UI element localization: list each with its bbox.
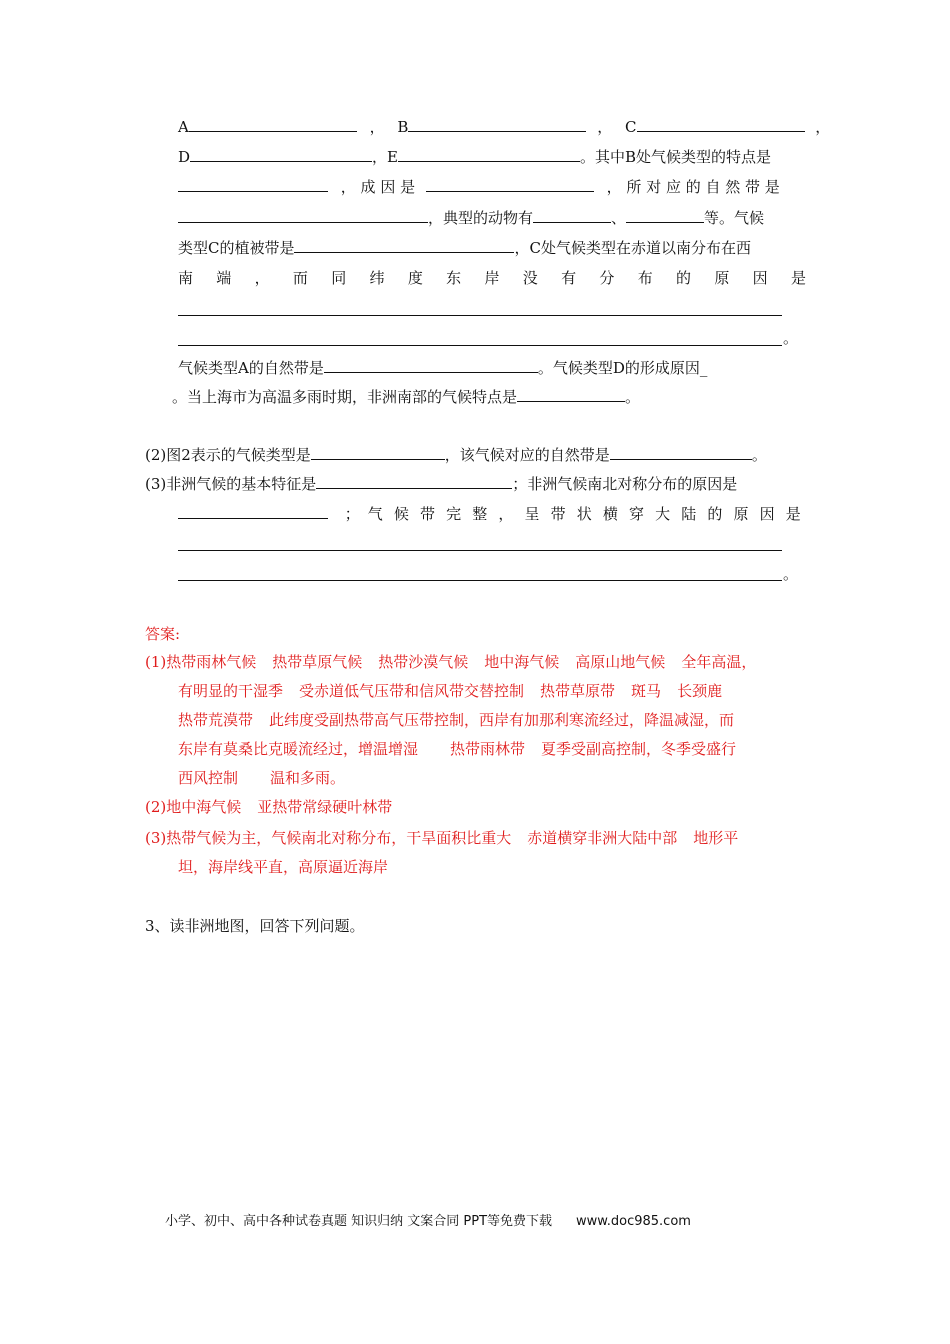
blank-africa-climate-feature <box>316 474 512 489</box>
answer-item: 热带草原气候 <box>272 653 363 671</box>
label-c: C <box>625 118 637 136</box>
q2-text: 南 端 ， 而 同 纬 度 东 岸 没 有 分 布 的 原 因 是 <box>178 269 806 287</box>
q2-line-1 <box>178 117 830 137</box>
answer-item: 热带草原带 <box>540 682 616 700</box>
q2-text: ，C处气候类型在赤道以南分布在西 <box>514 239 751 257</box>
answer-line-6 <box>145 797 392 817</box>
period: 。 <box>783 329 799 347</box>
separator: ， <box>597 118 613 136</box>
separator: ， <box>815 118 831 136</box>
answer-item: 温和多雨。 <box>270 769 346 787</box>
blank-e <box>398 147 580 162</box>
answer-item: 地中海气候 <box>484 653 560 671</box>
q2-text: 。其中B处气候类型的特点是 <box>580 148 772 166</box>
answer-line-4 <box>178 739 736 759</box>
answer-rule-2 <box>178 345 782 346</box>
blank-animal-1 <box>533 208 611 223</box>
q2-text: 。气候类型D的形成原因_ <box>537 359 708 377</box>
answer-item: (3)热带气候为主，气候南北对称分布，干旱面积比重大 <box>145 829 512 847</box>
answer-item: 热带沙漠气候 <box>378 653 469 671</box>
answer-item: 受赤道低气压带和信风带交替控制 <box>299 682 525 700</box>
q2-part-3-line-2 <box>178 504 801 524</box>
separator: ， <box>372 148 388 166</box>
answer-rule-4 <box>178 580 782 581</box>
blank-b-feature <box>178 177 328 192</box>
answer-line-2 <box>178 681 722 701</box>
answer-item: 有明显的干湿季 <box>178 682 284 700</box>
blank-a <box>189 117 357 132</box>
footer-url[interactable]: www.doc985.com <box>576 1214 691 1229</box>
q2-line-6 <box>178 268 806 288</box>
answer-item: 东岸有莫桑比克暖流经过，增温增湿 <box>178 740 419 758</box>
question-3: 3、读非洲地图，回答下列问题。 <box>145 917 365 935</box>
label-d: D <box>178 148 191 166</box>
answer-item: 热带雨林带 <box>450 740 526 758</box>
answer-line-1 <box>145 652 756 672</box>
answer-item: 热带荒漠带 <box>178 711 254 729</box>
answer-line-5 <box>178 768 345 788</box>
answer-item: 高原山地气候 <box>575 653 666 671</box>
label-a: A <box>178 118 189 136</box>
answer-item: 赤道横穿非洲大陆中部 <box>527 829 678 847</box>
answer-item: 全年高温， <box>681 653 757 671</box>
blank-b-zone <box>178 208 428 223</box>
blank-b <box>408 117 586 132</box>
q2-text: ，典型的动物有 <box>428 209 534 227</box>
label-e: E <box>387 148 398 166</box>
q2-line-4 <box>178 208 764 228</box>
answer-item: 长颈鹿 <box>677 682 723 700</box>
footer-text: 小学、初中、高中各种试卷真题 知识归纳 文案合同 PPT等免费下载 <box>165 1214 553 1229</box>
q2-text: ，该气候对应的自然带是 <box>444 446 610 464</box>
blank-fig2-climate <box>311 445 445 460</box>
answer-line-7 <box>145 828 738 848</box>
answer-rule-1 <box>178 315 782 316</box>
answer-item: 此纬度受副热带高气压带控制，西岸有加那利寒流经过，降温减湿，而 <box>269 711 735 729</box>
blank-c <box>637 117 805 132</box>
q2-part-2 <box>145 445 767 465</box>
answer-label: 答案: <box>145 625 181 643</box>
blank-south-africa-climate <box>517 387 625 402</box>
q2-text: ；非洲气候南北对称分布的原因是 <box>512 475 738 493</box>
q2-line-5 <box>178 238 751 258</box>
blank-b-cause <box>426 177 594 192</box>
q2-text: 。 <box>625 388 641 406</box>
q2-line-8-end <box>783 328 798 348</box>
q2-text: (3)非洲气候的基本特征是 <box>145 475 317 493</box>
answer-item: 亚热带常绿硬叶林带 <box>257 798 393 816</box>
q2-text: 等。气候 <box>704 209 765 227</box>
separator: ， <box>369 118 385 136</box>
q2-text: 、 <box>611 209 627 227</box>
q2-text: 。 <box>751 446 767 464</box>
q2-text: ； 气 候 带 完 整 ， 呈 带 状 横 穿 大 陆 的 原 因 是 <box>344 505 801 523</box>
period: 。 <box>783 565 799 583</box>
q2-line-2 <box>178 147 771 167</box>
q2-line-3 <box>178 177 780 197</box>
q2-text: 气候类型A的自然带是 <box>178 359 324 377</box>
q2-line-9 <box>178 358 707 378</box>
q2-text: 。当上海市为高温多雨时期，非洲南部的气候特点是 <box>172 388 518 406</box>
blank-fig2-zone <box>610 445 752 460</box>
label-b: B <box>397 118 409 136</box>
blank-d <box>190 147 372 162</box>
answer-item: (2)地中海气候 <box>145 798 242 816</box>
q2-text: ， 成 因 是 <box>340 178 416 196</box>
blank-c-vegetation <box>294 238 514 253</box>
answer-line-8 <box>178 857 388 877</box>
q2-text: ， 所 对 应 的 自 然 带 是 <box>606 178 780 196</box>
answer-item: 西风控制 <box>178 769 239 787</box>
q2-part-3-line-1 <box>145 474 737 494</box>
answer-item: (1)热带雨林气候 <box>145 653 257 671</box>
answer-item: 夏季受副高控制，冬季受盛行 <box>541 740 737 758</box>
answer-item: 地形平 <box>693 829 739 847</box>
answer-item: 斑马 <box>631 682 662 700</box>
q2-part-3-end <box>783 564 798 584</box>
answer-item: 坦，海岸线平直，高原逼近海岸 <box>178 858 389 876</box>
blank-symmetry-reason <box>178 504 328 519</box>
answer-rule-3 <box>178 550 782 551</box>
page-footer <box>165 1213 691 1231</box>
blank-a-zone <box>324 358 538 373</box>
blank-animal-2 <box>626 208 704 223</box>
q2-text: 类型C的植被带是 <box>178 239 295 257</box>
q2-line-10 <box>172 387 640 407</box>
answer-line-3 <box>178 710 734 730</box>
q2-text: (2)图2表示的气候类型是 <box>145 446 311 464</box>
